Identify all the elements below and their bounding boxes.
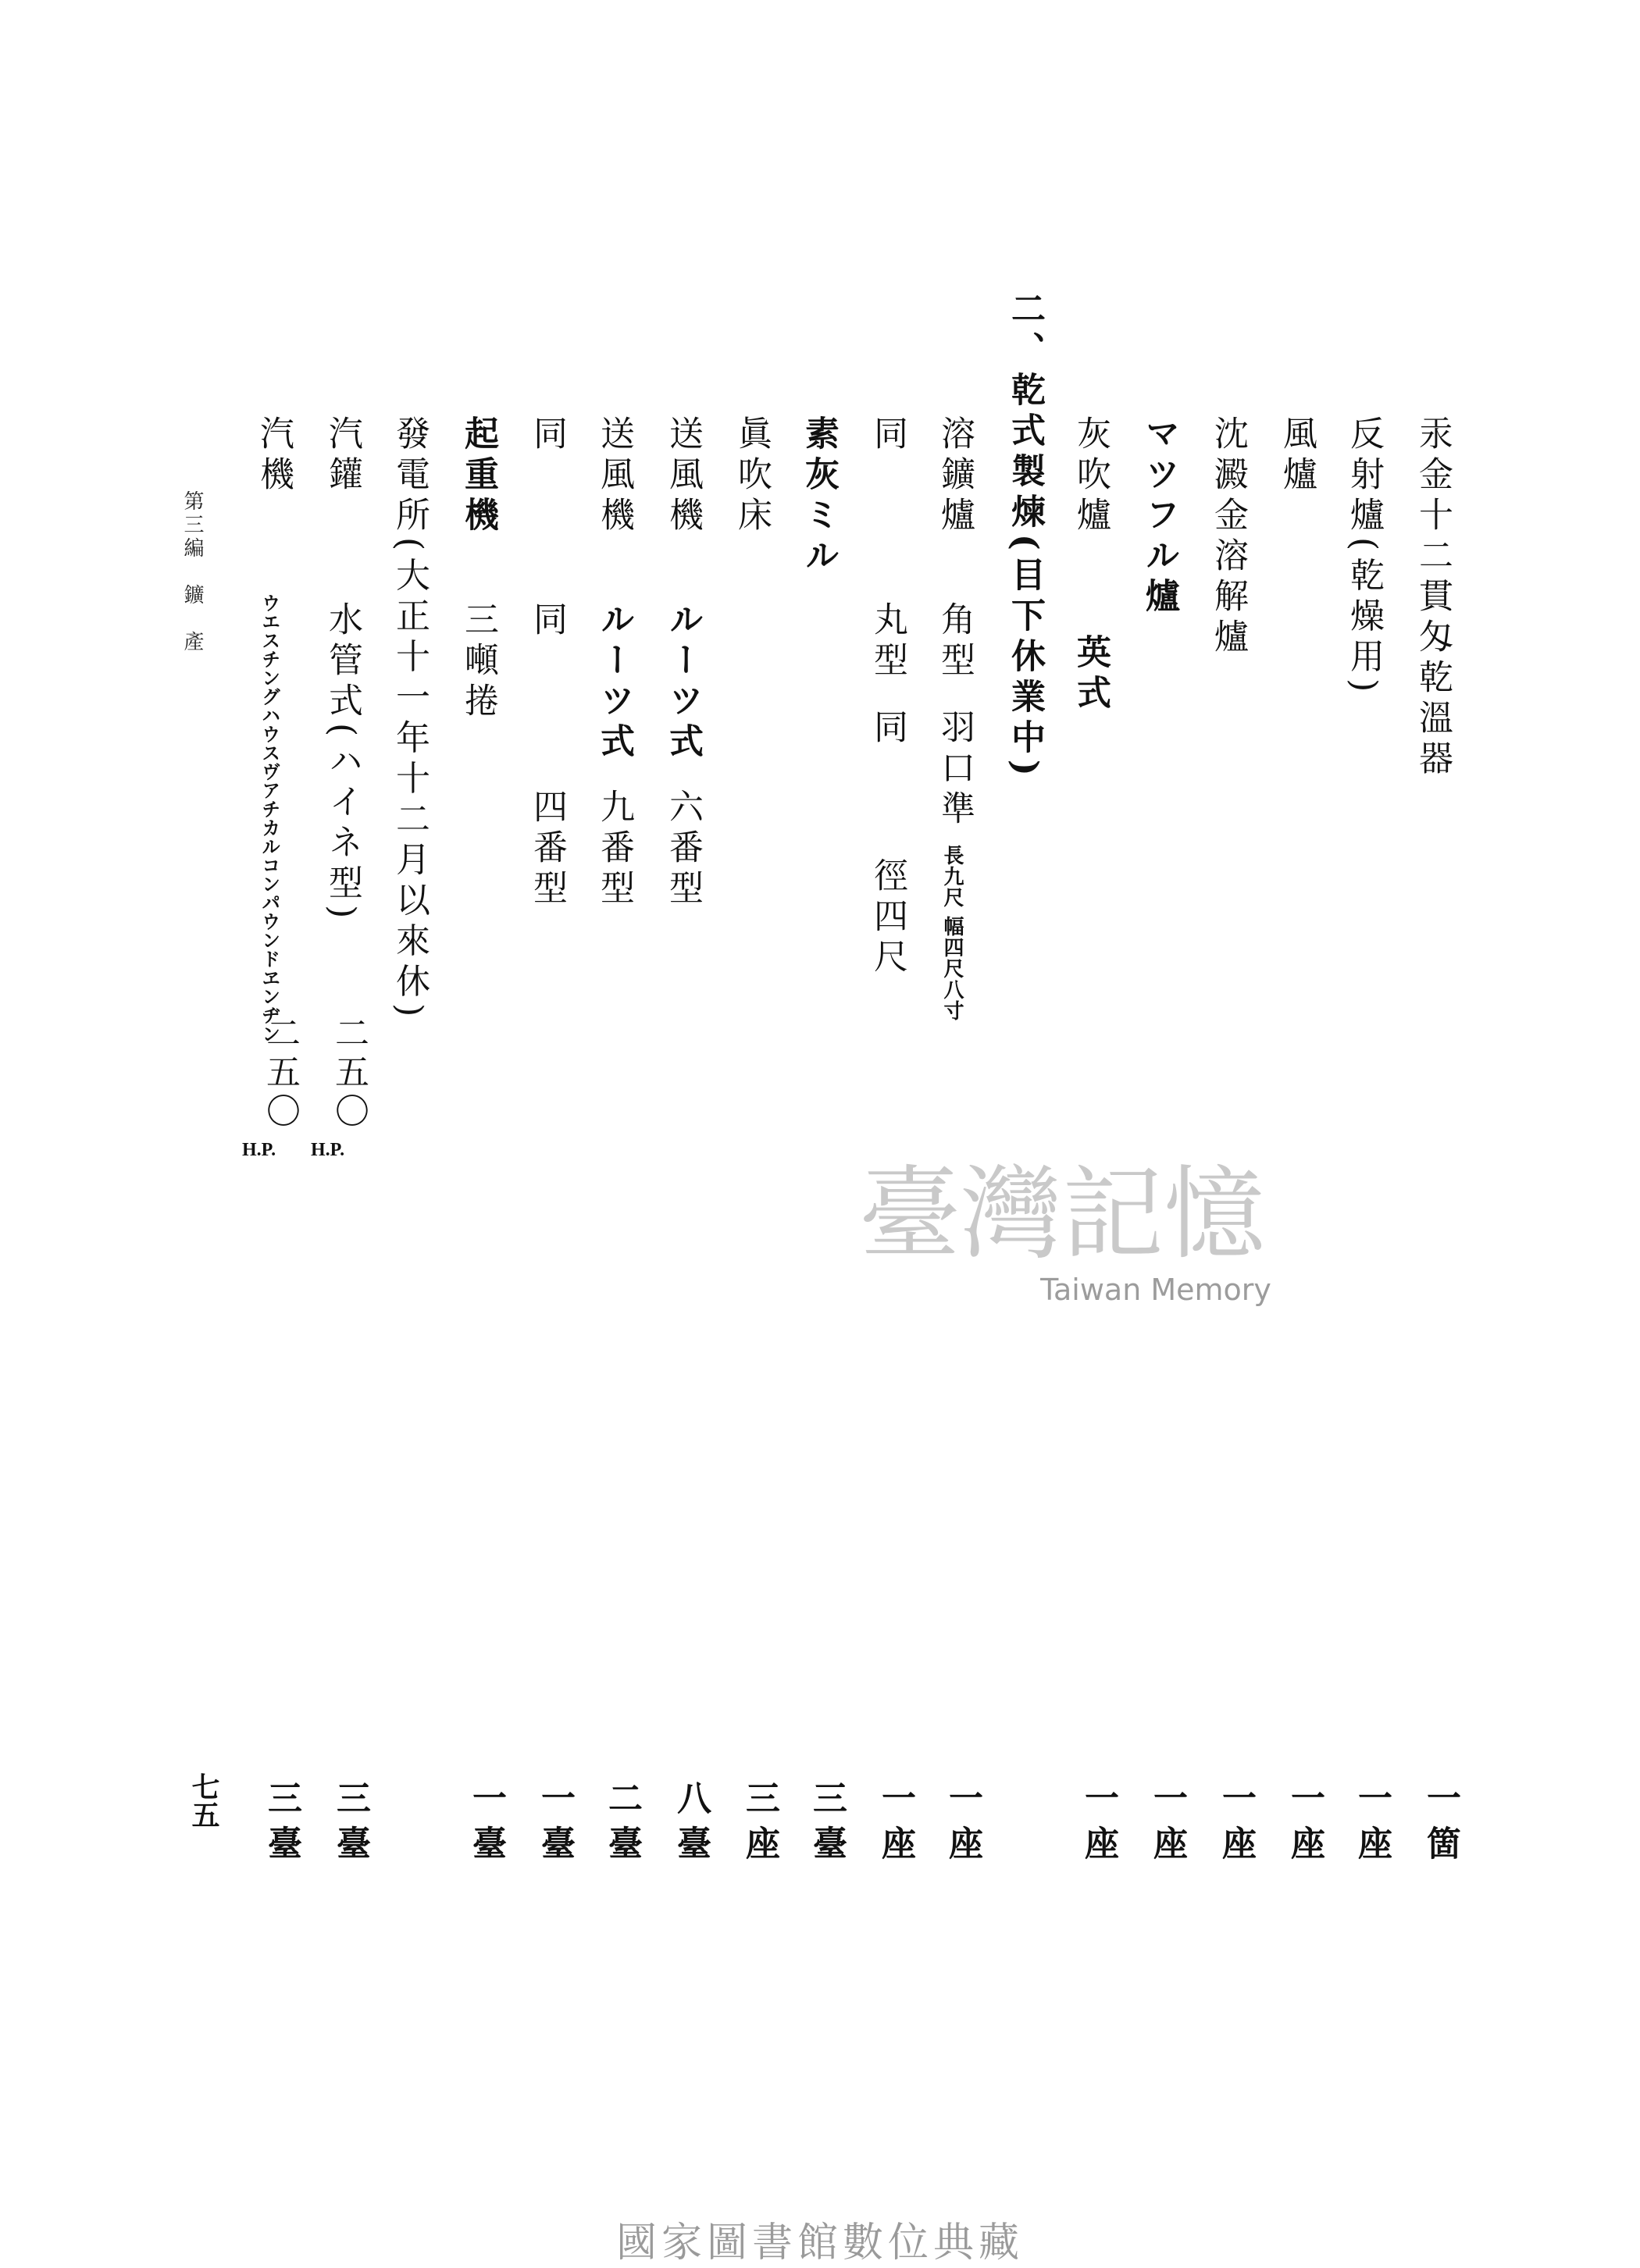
blast-furnace-tuyere: 羽口準	[935, 709, 975, 831]
entry-crane: 起重機	[458, 415, 498, 537]
entry-blast-furnace: 溶鑛爐	[935, 415, 975, 537]
count-amalgam-retort: 一箇	[1421, 1780, 1460, 1871]
count-boiler: 三臺	[330, 1780, 370, 1871]
cupellation-spec: 英式	[1071, 634, 1111, 715]
entry-refining-hearth: 眞吹床	[732, 415, 772, 537]
entry-blower-3: 同	[527, 415, 567, 456]
engine-unit: H.P.	[242, 1140, 276, 1160]
round-furnace-ditto: 同	[868, 709, 907, 749]
page-number: 七五	[187, 1772, 220, 1828]
boiler-unit: H.P.	[311, 1140, 345, 1160]
blast-furnace-shape: 角型	[935, 601, 975, 682]
count-blower-2: 二臺	[602, 1780, 642, 1871]
count-muffle: 一座	[1147, 1780, 1187, 1871]
footer-archive-label: 國家圖書館數位典藏	[615, 2220, 1024, 2266]
count-precipitate: 一座	[1216, 1780, 1256, 1871]
blower-3-ditto: 同	[527, 601, 567, 642]
entry-power-station: 發電所(大正十一年十二月以來休)	[390, 415, 430, 1024]
blower-2-type: ルーツ式	[594, 601, 634, 764]
entry-ash-mill: 素灰ミル	[799, 415, 839, 578]
count-crane: 一臺	[466, 1780, 506, 1871]
blower-3-size: 四番型	[527, 789, 567, 910]
entry-muffle-furnace: マツフル爐	[1139, 415, 1179, 618]
count-wind-furnace: 一座	[1285, 1780, 1324, 1871]
entry-blower-2: 送風機	[594, 415, 634, 537]
engine-power: 二五〇	[260, 1015, 300, 1132]
entry-blower-1: 送風機	[663, 415, 703, 537]
entry-precipitate-melting-furnace: 沈澱金溶解爐	[1208, 415, 1248, 659]
count-reverberatory: 一座	[1352, 1780, 1392, 1871]
count-refining-hearth: 三座	[740, 1780, 779, 1871]
taiwan-memory-watermark	[812, 1132, 1312, 1312]
round-furnace-shape: 丸型	[868, 601, 907, 682]
blower-1-type: ルーツ式	[663, 601, 703, 764]
boiler-type: 水管式(ハイネ型)	[323, 601, 362, 925]
entry-cupellation-furnace: 灰吹爐	[1071, 415, 1111, 537]
section-heading: 二、乾式製煉(目下休業中)	[1005, 290, 1045, 782]
entry-boiler: 汽鑵	[323, 415, 362, 497]
count-round-furnace: 一座	[875, 1780, 915, 1871]
entry-blast-furnace-round: 同	[868, 415, 907, 456]
entry-reverberatory-furnace: 反射爐(乾燥用)	[1344, 415, 1384, 699]
count-ash-mill: 三臺	[807, 1780, 847, 1871]
blast-furnace-dimensions: 長九尺 幅四尺八寸	[940, 845, 964, 1022]
count-blower-1: 八臺	[671, 1780, 711, 1871]
count-cupellation: 一座	[1078, 1780, 1118, 1871]
count-blast-furnace: 一座	[943, 1780, 982, 1871]
blower-1-size: 六番型	[663, 789, 703, 910]
count-engine: 三臺	[262, 1780, 301, 1871]
engine-type: ウエスチングハウスヴアチカルコンパウンドヱンヂン	[258, 593, 281, 1043]
crane-capacity: 三噸捲	[458, 601, 498, 723]
blower-2-size: 九番型	[594, 789, 634, 910]
entry-engine: 汽機	[254, 415, 294, 497]
boiler-power: 二五〇	[329, 1015, 369, 1132]
round-furnace-diameter: 徑四尺	[868, 857, 907, 979]
running-head: 第三編 鑛 產	[180, 490, 204, 654]
count-blower-3: 一臺	[535, 1780, 575, 1871]
entry-amalgam-retort: 汞金十二貫匁乾溫器	[1413, 415, 1453, 781]
watermark-chinese: 臺灣記憶	[858, 1155, 1266, 1273]
entry-wind-furnace: 風爐	[1277, 415, 1317, 497]
watermark-english: Taiwan Memory	[1040, 1273, 1271, 1307]
